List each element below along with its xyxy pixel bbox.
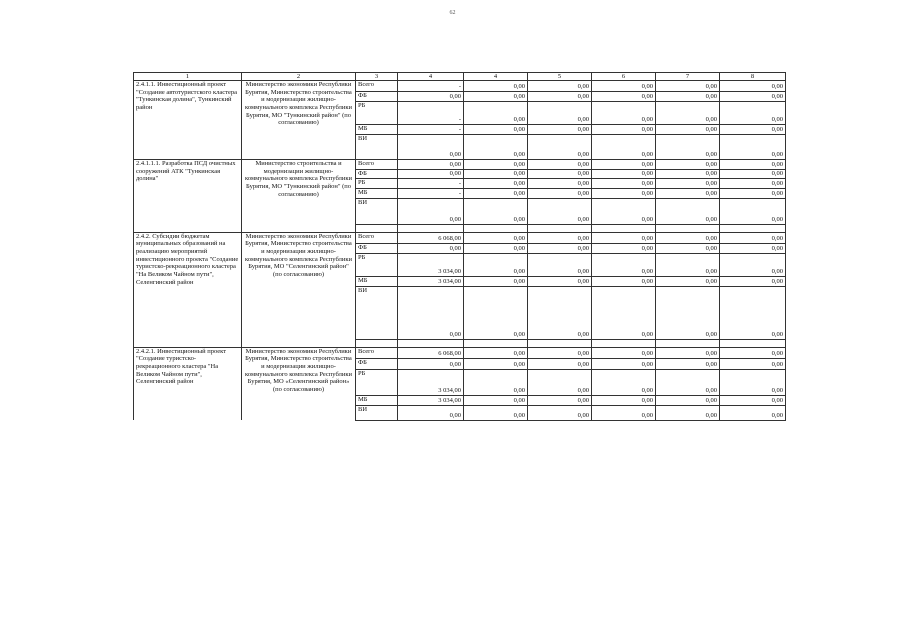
amount-cell: 0,00: [398, 198, 464, 224]
funding-source: Всего: [356, 81, 398, 92]
amount-cell: 0,00: [464, 178, 528, 188]
amount-cell: 0,00: [464, 81, 528, 92]
amount-cell: 0,00: [592, 395, 656, 405]
amount-cell: 0,00: [398, 135, 464, 160]
spacer-cell: [656, 224, 720, 232]
amount-cell: 0,00: [528, 188, 592, 198]
amount-cell: 6 068,00: [398, 232, 464, 243]
header-cell: 4: [464, 73, 528, 81]
activity-description: 2.4.2. Субсидии бюджетам муниципальных образований на реализацию мероприятий инвестиционного проекта "Создание туристско-рекреационного кластера "На Великом Чайном пути", Селенгинский район: [134, 232, 242, 339]
amount-cell: 0,00: [528, 369, 592, 395]
amount-cell: 0,00: [720, 286, 786, 339]
executor-cell: Министерство экономики Республики Бурятия, Министерство строительства и модернизации жилищно-коммунального комплекса Республики Бурятия, МО «Селенгинский район» (по согласованию): [242, 347, 356, 420]
amount-cell: 0,00: [528, 160, 592, 170]
amount-cell: 0,00: [656, 170, 720, 179]
header-cell: 4: [398, 73, 464, 81]
executor-cell: Министерство экономики Республики Бурятия, Министерство строительства и модернизации жилищно-коммунального комплекса Республики Бурятия, МО "Селенгинский район" (по согласованию): [242, 232, 356, 339]
amount-cell: 0,00: [656, 178, 720, 188]
amount-cell: 0,00: [656, 160, 720, 170]
amount-cell: 0,00: [528, 395, 592, 405]
amount-cell: 0,00: [592, 243, 656, 253]
amount-cell: 0,00: [592, 81, 656, 92]
header-cell: 6: [592, 73, 656, 81]
spacer-cell: [720, 224, 786, 232]
amount-cell: 0,00: [528, 81, 592, 92]
funding-source: РБ: [356, 369, 398, 395]
amount-cell: 0,00: [528, 286, 592, 339]
amount-cell: 0,00: [528, 276, 592, 286]
executor-cell: Министерство экономики Республики Бурятия, Министерство строительства и модернизации жилищно-коммунального комплекса Республики Бурятия, МО "Тункинский район" (по согласованию): [242, 81, 356, 160]
executor-cell: Министерство строительства и модернизации жилищно-коммунального комплекса Республики Бурятия, МО "Тункинский район" (по согласованию): [242, 160, 356, 225]
amount-cell: 3 034,00: [398, 369, 464, 395]
amount-cell: 0,00: [464, 188, 528, 198]
amount-cell: 0,00: [464, 405, 528, 420]
funding-source: ВИ: [356, 135, 398, 160]
amount-cell: -: [398, 81, 464, 92]
amount-cell: 0,00: [720, 395, 786, 405]
amount-cell: 0,00: [720, 125, 786, 135]
amount-cell: 0,00: [656, 253, 720, 276]
amount-cell: -: [398, 125, 464, 135]
amount-cell: 0,00: [398, 243, 464, 253]
funding-source: МБ: [356, 188, 398, 198]
amount-cell: 0,00: [528, 178, 592, 188]
amount-cell: 0,00: [656, 395, 720, 405]
data-row: [134, 81, 786, 92]
funding-source: МБ: [356, 276, 398, 286]
amount-cell: 0,00: [656, 286, 720, 339]
amount-cell: 0,00: [592, 178, 656, 188]
spacer-cell: [464, 339, 528, 347]
amount-cell: 0,00: [528, 405, 592, 420]
funding-source: ФБ: [356, 243, 398, 253]
spacer-row: [134, 224, 786, 232]
amount-cell: 0,00: [592, 135, 656, 160]
amount-cell: 0,00: [528, 243, 592, 253]
amount-cell: 0,00: [720, 188, 786, 198]
spacer-cell: [592, 339, 656, 347]
amount-cell: 0,00: [720, 178, 786, 188]
amount-cell: 0,00: [464, 358, 528, 369]
amount-cell: 0,00: [528, 92, 592, 102]
amount-cell: 6 068,00: [398, 347, 464, 358]
amount-cell: 0,00: [720, 276, 786, 286]
spacer-cell: [242, 339, 356, 347]
funding-source: ВИ: [356, 198, 398, 224]
amount-cell: 0,00: [720, 81, 786, 92]
amount-cell: 0,00: [592, 369, 656, 395]
amount-cell: 0,00: [464, 198, 528, 224]
funding-source: ВИ: [356, 286, 398, 339]
spacer-cell: [656, 339, 720, 347]
spacer-cell: [398, 224, 464, 232]
amount-cell: 0,00: [656, 188, 720, 198]
amount-cell: 3 034,00: [398, 276, 464, 286]
amount-cell: 0,00: [464, 253, 528, 276]
amount-cell: 0,00: [464, 347, 528, 358]
amount-cell: 3 034,00: [398, 395, 464, 405]
amount-cell: 0,00: [528, 358, 592, 369]
amount-cell: 0,00: [656, 243, 720, 253]
amount-cell: -: [398, 102, 464, 125]
funding-source: МБ: [356, 125, 398, 135]
amount-cell: 0,00: [656, 347, 720, 358]
amount-cell: 0,00: [398, 170, 464, 179]
amount-cell: 0,00: [592, 102, 656, 125]
spacer-cell: [242, 224, 356, 232]
funding-source: РБ: [356, 102, 398, 125]
header-cell: 1: [134, 73, 242, 81]
amount-cell: 0,00: [464, 395, 528, 405]
amount-cell: 0,00: [720, 102, 786, 125]
amount-cell: 0,00: [656, 198, 720, 224]
amount-cell: 0,00: [656, 125, 720, 135]
spacer-cell: [356, 339, 398, 347]
amount-cell: 0,00: [592, 358, 656, 369]
funding-source: Всего: [356, 347, 398, 358]
amount-cell: 0,00: [720, 405, 786, 420]
spacer-cell: [528, 339, 592, 347]
funding-source: ФБ: [356, 92, 398, 102]
amount-cell: 0,00: [720, 198, 786, 224]
amount-cell: 0,00: [592, 276, 656, 286]
spacer-cell: [356, 224, 398, 232]
amount-cell: 0,00: [592, 92, 656, 102]
amount-cell: 0,00: [656, 135, 720, 160]
amount-cell: 0,00: [720, 135, 786, 160]
amount-cell: 0,00: [464, 92, 528, 102]
amount-cell: 0,00: [464, 232, 528, 243]
amount-cell: 0,00: [592, 286, 656, 339]
header-cell: 3: [356, 73, 398, 81]
header-cell: 2: [242, 73, 356, 81]
amount-cell: -: [398, 178, 464, 188]
amount-cell: 0,00: [398, 160, 464, 170]
funding-source: Всего: [356, 232, 398, 243]
amount-cell: 0,00: [720, 170, 786, 179]
data-row: [134, 347, 786, 358]
header-row: [134, 73, 786, 81]
amount-cell: 0,00: [592, 347, 656, 358]
amount-cell: 0,00: [592, 125, 656, 135]
amount-cell: 0,00: [592, 160, 656, 170]
amount-cell: 0,00: [656, 358, 720, 369]
amount-cell: 0,00: [464, 160, 528, 170]
spacer-cell: [464, 224, 528, 232]
amount-cell: 3 034,00: [398, 253, 464, 276]
header-cell: 8: [720, 73, 786, 81]
amount-cell: 0,00: [464, 286, 528, 339]
data-row: [134, 160, 786, 170]
funding-source: ВИ: [356, 405, 398, 420]
spacer-cell: [134, 339, 242, 347]
amount-cell: 0,00: [528, 232, 592, 243]
header-cell: 5: [528, 73, 592, 81]
amount-cell: 0,00: [656, 276, 720, 286]
amount-cell: 0,00: [592, 405, 656, 420]
amount-cell: 0,00: [528, 170, 592, 179]
amount-cell: 0,00: [528, 198, 592, 224]
activity-description: 2.4.1.1. Инвестиционный проект "Создание автотуристского кластера "Тункинская долина", Тункинский район: [134, 81, 242, 160]
amount-cell: 0,00: [398, 405, 464, 420]
amount-cell: 0,00: [592, 188, 656, 198]
amount-cell: 0,00: [656, 405, 720, 420]
page-number: 62: [449, 10, 456, 16]
funding-source: ФБ: [356, 358, 398, 369]
data-row: [134, 232, 786, 243]
spacer-cell: [398, 339, 464, 347]
budget-table: [133, 72, 786, 421]
amount-cell: 0,00: [398, 286, 464, 339]
amount-cell: 0,00: [720, 232, 786, 243]
amount-cell: 0,00: [528, 102, 592, 125]
amount-cell: -: [398, 188, 464, 198]
amount-cell: 0,00: [720, 347, 786, 358]
amount-cell: 0,00: [656, 369, 720, 395]
amount-cell: 0,00: [592, 170, 656, 179]
spacer-cell: [720, 339, 786, 347]
spacer-cell: [592, 224, 656, 232]
amount-cell: 0,00: [720, 243, 786, 253]
budget-table-body: [134, 73, 786, 421]
amount-cell: 0,00: [464, 369, 528, 395]
spacer-cell: [528, 224, 592, 232]
amount-cell: 0,00: [720, 253, 786, 276]
amount-cell: 0,00: [528, 125, 592, 135]
amount-cell: 0,00: [464, 125, 528, 135]
amount-cell: 0,00: [398, 92, 464, 102]
funding-source: Всего: [356, 160, 398, 170]
amount-cell: 0,00: [656, 232, 720, 243]
amount-cell: 0,00: [720, 160, 786, 170]
amount-cell: 0,00: [528, 347, 592, 358]
spacer-row: [134, 339, 786, 347]
funding-source: РБ: [356, 178, 398, 188]
funding-source: МБ: [356, 395, 398, 405]
spacer-cell: [134, 224, 242, 232]
amount-cell: 0,00: [528, 253, 592, 276]
amount-cell: 0,00: [720, 358, 786, 369]
amount-cell: 0,00: [464, 135, 528, 160]
activity-description: 2.4.1.1.1. Разработка ПСД очистных сооружений АТК "Тункинская долина": [134, 160, 242, 225]
amount-cell: 0,00: [464, 102, 528, 125]
amount-cell: 0,00: [592, 232, 656, 243]
activity-description: 2.4.2.1. Инвестиционный проект "Создание туристско-рекреационного кластера "На Великом Чайном пути", Селенгинский район: [134, 347, 242, 420]
amount-cell: 0,00: [592, 198, 656, 224]
amount-cell: 0,00: [464, 276, 528, 286]
funding-source: ФБ: [356, 170, 398, 179]
amount-cell: 0,00: [398, 358, 464, 369]
header-cell: 7: [656, 73, 720, 81]
amount-cell: 0,00: [656, 81, 720, 92]
amount-cell: 0,00: [464, 243, 528, 253]
amount-cell: 0,00: [656, 92, 720, 102]
amount-cell: 0,00: [464, 170, 528, 179]
amount-cell: 0,00: [528, 135, 592, 160]
amount-cell: 0,00: [720, 92, 786, 102]
amount-cell: 0,00: [592, 253, 656, 276]
amount-cell: 0,00: [656, 102, 720, 125]
funding-source: РБ: [356, 253, 398, 276]
amount-cell: 0,00: [720, 369, 786, 395]
